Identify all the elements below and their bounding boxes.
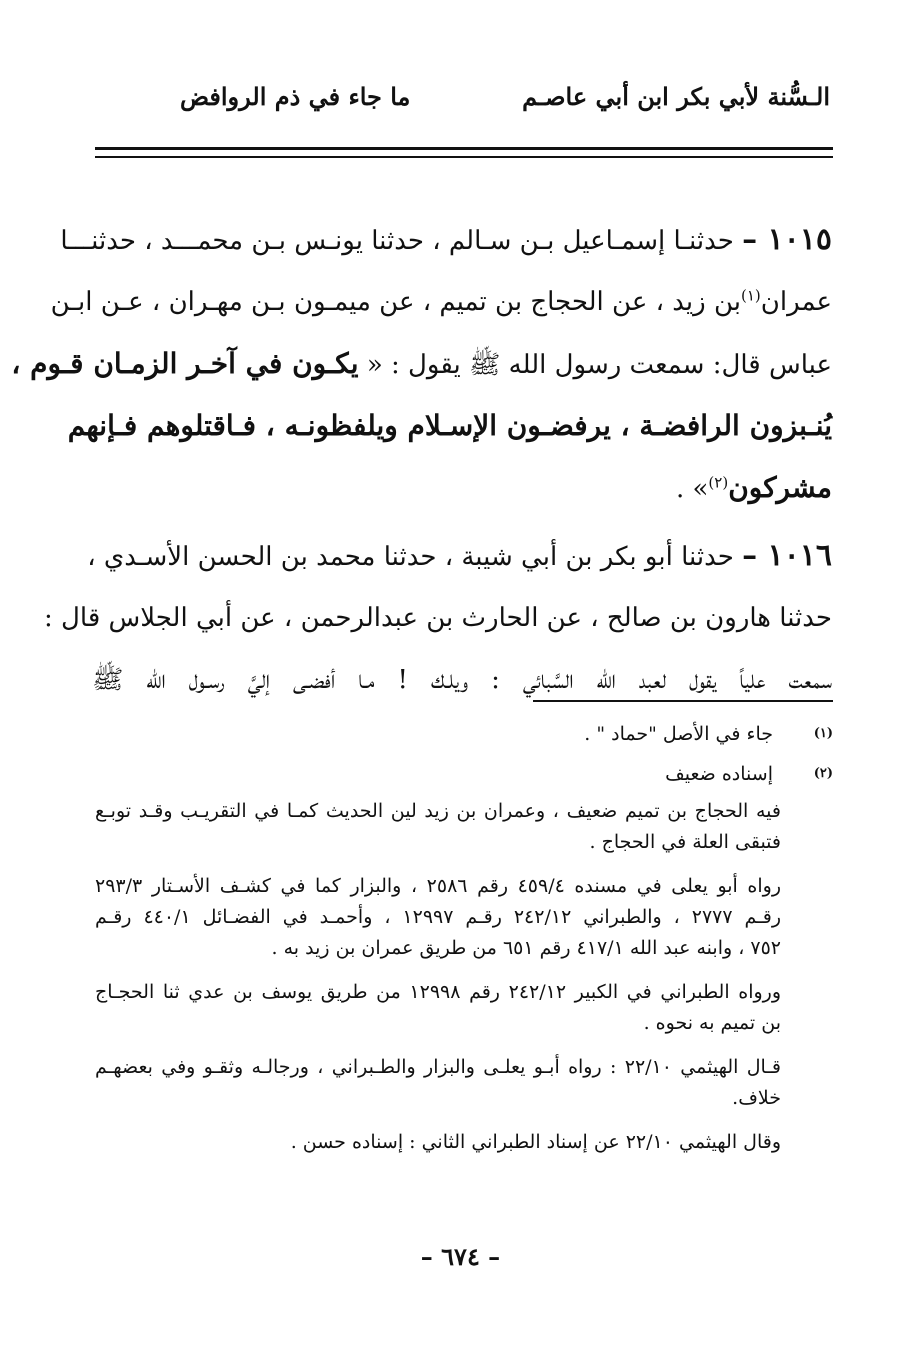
footnote-separator (533, 700, 833, 702)
hadith-number: ١٠١٦ – (742, 538, 832, 573)
running-header (90, 82, 830, 118)
footnote-mark: (١) (813, 726, 833, 741)
footnote-ref-1: (١) (741, 286, 761, 305)
note-line: خلاف. (732, 1087, 781, 1109)
hadith-1015-line-2 (50, 277, 832, 339)
main-text (11, 215, 832, 717)
hadith-text: حدثنا هارون بن صالح ، عن الحارث بن عبدالرحمن ، عن أبي الجلاس قال : (43, 603, 832, 633)
hadith-matn: مشركون (728, 471, 832, 504)
note-line: ورواه الطبراني في الكبير ٢٤٢/١٢ رقم ١٢٩٩٨ من طريق يوسف بن عدي ثنا الحجـاج (95, 981, 782, 1003)
hadith-matn: يكـون في آخـر الزمـان قـوم ، (11, 347, 359, 380)
book-title: الـسُّنة لأبي بكر ابن أبي عاصـم (522, 82, 830, 111)
note-line: فتبقى العلة في الحجاج . (589, 831, 781, 853)
note-line: وقال الهيثمي ٢٢/١٠ عن إسناد الطبراني الثاني : إسناده حسن . (290, 1131, 781, 1153)
chapter-title: ما جاء في ذم الروافض (180, 82, 411, 111)
note-line: رقـم ٢٧٧٧ ، والطبراني ٢٤٢/١٢ رقـم ١٢٩٩٧ ، وأحمـد في الفضـائل ٤٤٠/١ رقـم (95, 906, 781, 928)
hadith-text: سمعت علياً يقول لعبد الله السَّبائي : ويلـك ! مـا أفضـى إليَّ رسـول الله ﷺ (92, 665, 832, 695)
hadith-text: عباس قال: سمعت رسول الله ﷺ يقول : « (366, 350, 832, 380)
hadith-1015-line-3 (11, 339, 832, 401)
footnote-text: إسناده ضعيف (665, 763, 773, 785)
header-rule-bottom (95, 156, 833, 158)
note-line: قـال الهيثمي ٢٢/١٠ : رواه أبـو يعلـى والبزار والطـبراني ، ورجالـه وثقـو وفي بعضهـم (95, 1056, 781, 1078)
note-line: رواه أبو يعلى في مسنده ٤٥٩/٤ رقم ٢٥٨٦ ، والبزار كما في كشـف الأسـتار ٢٩٣/٣ (95, 875, 782, 897)
header-rule-top (95, 147, 833, 150)
hadith-1016-line-2 (43, 593, 832, 655)
footnote-notes (95, 796, 781, 1158)
hadith-1016-line-3 (92, 655, 832, 717)
hadith-1015-line-5 (92, 463, 832, 525)
hadith-text: عمران (760, 287, 832, 317)
hadith-1016-line-1 (87, 531, 832, 593)
footnote-mark: (٢) (813, 766, 833, 781)
footnote-text: جاء في الأصل "حماد " . (584, 723, 773, 745)
page-number: – ٦٧٤ – (420, 1242, 501, 1271)
note-line: ٧٥٢ ، وابنه عبد الله ٤١٧/١ رقم ٦٥١ من طريق عمران بن زيد به . (271, 937, 781, 959)
hadith-text: حدثنا أبو بكر بن أبي شيبة ، حدثنا محمد بن الحسن الأسـدي ، (87, 542, 734, 572)
note-line: بن تميم به نحوه . (643, 1012, 781, 1034)
hadith-number: ١٠١٥ – (742, 222, 832, 257)
hadith-text: » . (675, 474, 709, 504)
hadith-1015-line-4 (67, 401, 832, 463)
hadith-matn: يُنـبزون الرافضـة ، يرفضـون الإسـلام ويلفظونـه ، فـاقتلوهم فـإنهم (67, 409, 832, 442)
hadith-text: بن زيد ، عن الحجاج بن تميم ، عن ميمـون بـن مهـران ، عـن ابـن (50, 287, 741, 317)
hadith-1015-line-1 (60, 215, 832, 277)
footnote-ref-2: (٢) (708, 473, 729, 492)
note-line: فيه الحجاج بن تميم ضعيف ، وعمران بن زيد لين الحديث كمـا في التقريـب وقـد توبـع (95, 800, 781, 822)
hadith-text: حدثنـا إسمـاعيل بـن سـالم ، حدثنا يونـس بـن محمـــد ، حدثنـــا (60, 226, 734, 256)
